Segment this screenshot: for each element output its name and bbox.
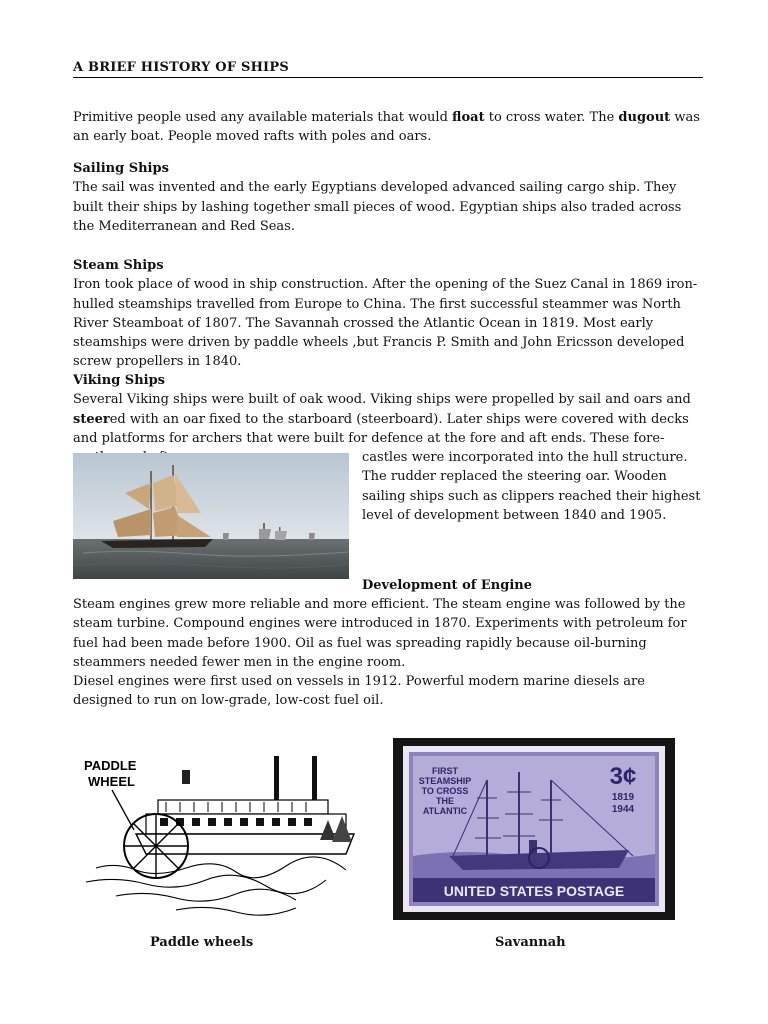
viking-heading: Viking Ships [73,373,165,388]
engine-body-2: Diesel engines were first used on vessels in 1912. Powerful modern marine diesels are designed to run on low-grade, low-cost fuel oil. [73,674,645,709]
stamp-text-2: STEAMSHIP [418,776,472,786]
paddle-wheel-illustration [76,750,356,920]
viking-body: Several Viking ships were built of oak wood. Viking ships were propelled by sail and oars and steered with an oar fixed to the starboard (steerboard). Later ships were covered with decks and platforms for archers that were built for defence at the fore and aft ends. These fore- [73,392,691,446]
steam-heading: Steam Ships [73,258,164,273]
sailing-ship-illustration [73,453,349,579]
intro-paragraph [73,108,705,147]
stamp-text-4: THE [436,796,454,806]
page-title: A BRIEF HISTORY OF SHIPS [73,60,703,78]
intro-text-3: was an early boat. People moved rafts with poles and oars. [73,110,700,145]
savannah-stamp-image [393,738,675,920]
paddle-label-2: WHEEL [88,774,135,789]
engine-body-1: Steam engines grew more reliable and more efficient. The steam engine was followed by the steam turbine. Compound engines were introduced in 1870. Experiments with petroleum for fuel had been made before 1900. Oil as fuel was spreading rapidly because oil-burning steammers needed fewer men in the engine room. [73,597,687,670]
sailing-ship-photo [73,453,349,579]
intro-text-1: Primitive people used any available materials that would [73,110,453,125]
stamp-text-3: TO CROSS [421,786,469,796]
intro-text-2: to cross water. The [484,110,619,125]
steam-body: Iron took place of wood in ship construction. After the opening of the Suez Canal in 1869 iron-hulled steamships travelled from Europe to China. The first successful steammer was North River Steamboat of 1807. The Savannah crossed the Atlantic Ocean in 1819. Most early steamships were driven by paddle wheels ,but Francis P. Smith and John Ericsson developed screw propellers in 1840. [73,277,698,370]
paddle-steamboat-drawing [76,750,356,920]
sailing-heading: Sailing Ships [73,161,169,176]
intro-bold-dugout: dugout [618,110,671,125]
engine-heading-block [362,576,704,595]
stamp-banner: UNITED STATES POSTAGE [443,883,625,899]
paddle-label-1: PADDLE [84,758,137,773]
paddle-caption: Paddle wheels [150,935,254,950]
stamp-text-1: FIRST [432,766,458,776]
engine-heading: Development of Engine [362,578,532,593]
stamp-year-1: 1819 [611,792,635,803]
steam-section [73,256,705,372]
viking-continued [362,448,704,525]
savannah-caption: Savannah [495,935,566,950]
intro-bold-float: float [452,110,485,125]
viking-bold-steer: steer [73,411,110,427]
engine-section [73,595,705,711]
viking-cont-1: castles were incorporated into the hull structure. [362,450,688,465]
savannah-stamp [393,738,675,920]
sailing-section [73,159,705,236]
stamp-value: 3¢ [609,763,637,790]
stamp-text-5: ATLANTIC [422,806,468,816]
stamp-year-2: 1944 [611,804,635,815]
sailing-body: The sail was invented and the early Egyptians developed advanced sailing cargo ship. They built their ships by lashing together small pieces of wood. Egyptian ships also traded across the Mediterranean and Red Seas. [73,180,682,234]
viking-cont-2: The rudder replaced the steering oar. Wooden sailing ships such as clippers reached their highest level of development between 1840 and 1905. [362,469,701,523]
